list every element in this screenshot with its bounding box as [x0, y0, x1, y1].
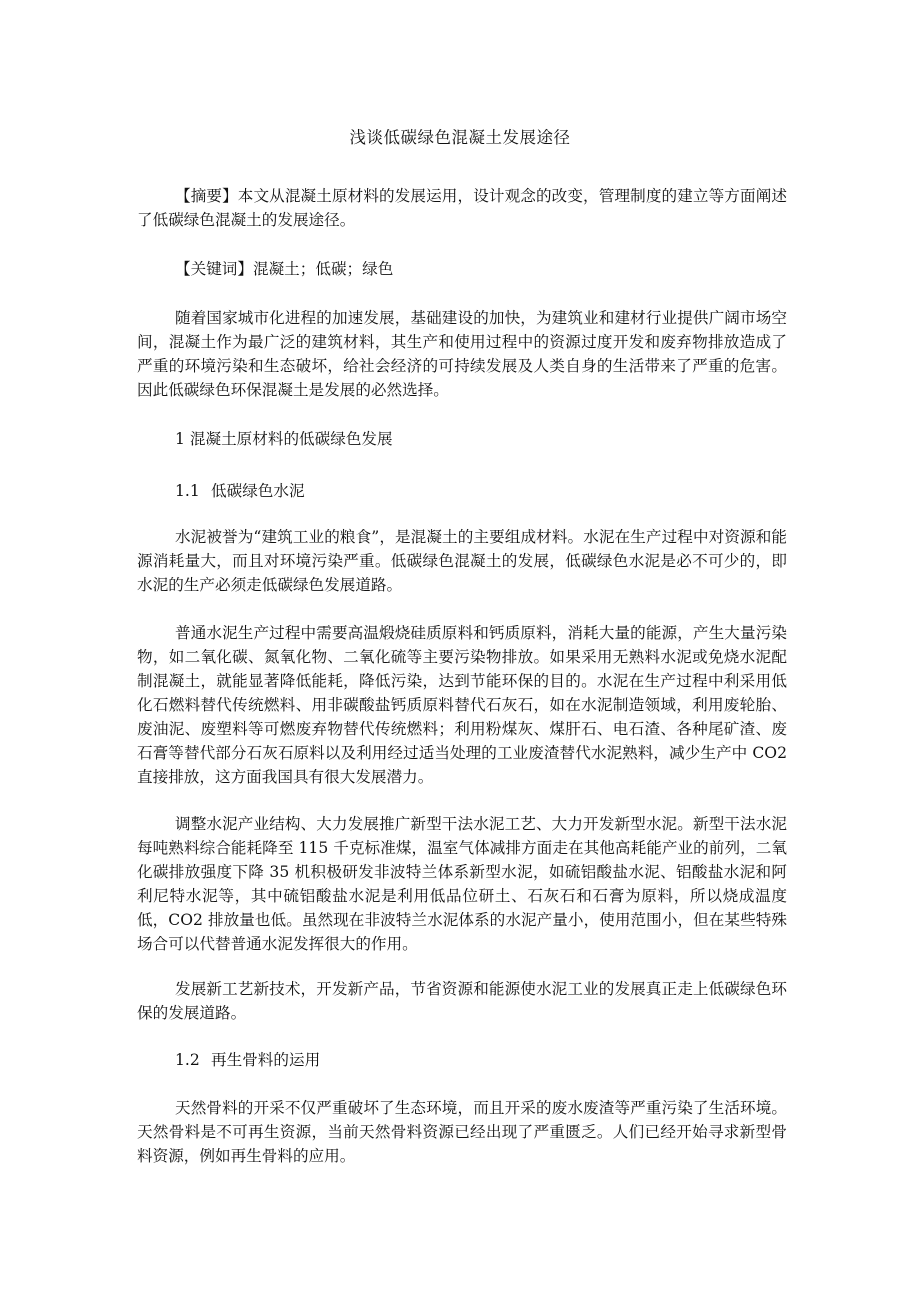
section-1-1-number: 1.1: [175, 482, 200, 500]
section-1-1-heading: [175, 479, 775, 503]
paragraph-new-technology: 发展新工艺新技术，开发新产品，节省资源和能源使水泥工业的发展真正走上低碳绿色环保的发展道路。: [137, 980, 787, 1022]
abstract-paragraph: 【摘要】本文从混凝土原材料的发展运用，设计观念的改变，管理制度的建立等方面阐述了低碳绿色混凝土的发展途径。: [137, 187, 787, 229]
section-1-2-heading: [175, 1048, 775, 1072]
keywords-line: 【关键词】混凝土；低碳；绿色: [175, 260, 394, 278]
paragraph-recycled-aggregate: 天然骨料的开采不仅严重破坏了生态环境，而且开采的废水废渣等严重污染了生活环境。天然骨料是不可再生资源，当前天然骨料资源已经出现了严重匮乏。人们已经开始寻求新型骨料资源，例如再生骨料的应用。: [137, 1099, 787, 1165]
paragraph-cement-industry: 调整水泥产业结构、大力发展推广新型干法水泥工艺、大力开发新型水泥。新型干法水泥每吨熟料综合能耗降至 115 千克标准煤，温室气体减排方面走在其他高耗能产业的前列，二氧化碳排放强度下降 35 机积极研发非波特兰体系新型水泥，如硫铝酸盐水泥、铝酸盐水泥和阿利尼特水泥等，其中硫铝酸盐水泥是利用低品位研土、石灰石和石膏为原料，所以烧成温度低，CO2 排放量也低。虽然现在非波特兰水泥体系的水泥产量小，使用范围小，但在某些特殊场合可以代替普通水泥发挥很大的作用。: [137, 815, 787, 953]
intro-paragraph: 随着国家城市化进程的加速发展，基础建设的加快，为建筑业和建材行业提供广阔市场空间，混凝土作为最广泛的建筑材料，其生产和使用过程中的资源过度开发和废弃物排放造成了严重的环境污染和生态破坏，给社会经济的可持续发展及人类自身的生活带来了严重的危害。因此低碳绿色环保混凝土是发展的必然选择。: [137, 309, 787, 399]
section-1-1-title: 低碳绿色水泥: [211, 482, 305, 500]
section-1-heading: 1 混凝土原材料的低碳绿色发展: [175, 430, 393, 448]
document-title: 浅谈低碳绿色混凝土发展途径: [349, 128, 571, 147]
paragraph-cement-production: 普通水泥生产过程中需要高温煅烧硅质原料和钙质原料，消耗大量的能源，产生大量污染物，如二氧化碳、氮氧化物、二氧化硫等主要污染物排放。如果采用无熟料水泥或免烧水泥配制混凝土，就能显著降低能耗，降低污染，达到节能环保的目的。水泥在生产过程中利采用低化石燃料替代传统燃料、用非碳酸盐钙质原料替代石灰石，如在水泥制造领域，利用废轮胎、废油泥、废塑料等可燃废弃物替代传统燃料；利用粉煤灰、煤肝石、电石渣、各种尾矿渣、废石膏等替代部分石灰石原料以及利用经过适当处理的工业废渣替代水泥熟料，减少生产中 CO2 直接排放，这方面我国具有很大发展潜力。: [137, 624, 787, 786]
section-1-2-number: 1.2: [175, 1051, 200, 1069]
paragraph-cement-importance: 水泥被誉为“建筑工业的粮食”，是混凝土的主要组成材料。水泥在生产过程中对资源和能源消耗量大，而且对环境污染严重。低碳绿色混凝土的发展，低碳绿色水泥是必不可少的，即水泥的生产必须走低碳绿色发展道路。: [137, 528, 787, 594]
section-1-2-title: 再生骨料的运用: [211, 1051, 321, 1069]
